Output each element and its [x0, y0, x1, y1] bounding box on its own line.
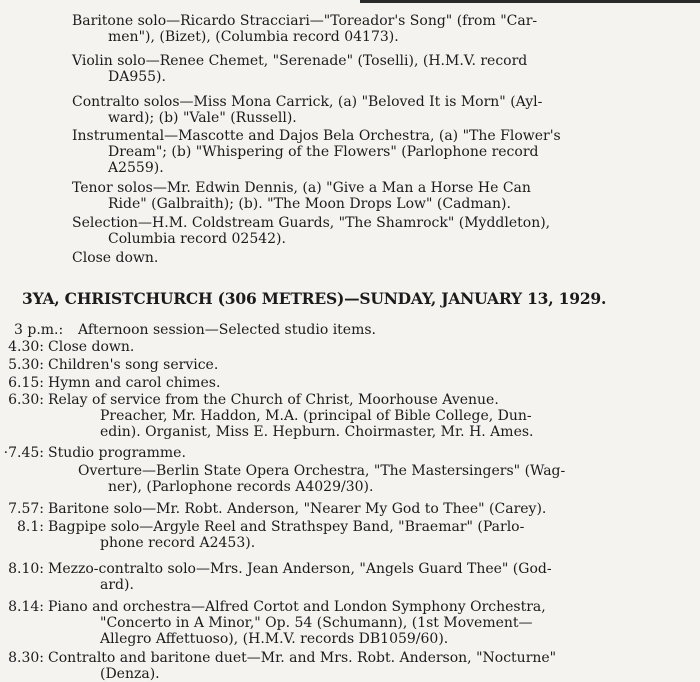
- station-heading: 3YA, CHRISTCHURCH (306 METRES)—SUNDAY, JANUARY 13, 1929.: [22, 289, 607, 308]
- schedule-line: (Denza).: [100, 666, 160, 682]
- schedule-text: [48, 357, 690, 373]
- schedule-line: ner), (Parlophone records A4029/30).: [108, 479, 374, 495]
- schedule-line: Allegro Affettuoso), (H.M.V. records DB1059/60).: [100, 631, 449, 647]
- entry-line: Ride" (Galbraith); (b). "The Moon Drops Low" (Cadman).: [108, 196, 511, 212]
- entry-line: Dream"; (b) "Whispering of the Flowers" (Parlophone record: [108, 144, 539, 160]
- schedule-line: Baritone solo—Mr. Robt. Anderson, "Nearer My God to Thee" (Carey).: [48, 501, 547, 517]
- entry-line: Instrumental—Mascotte and Dajos Bela Orchestra, (a) "The Flower's: [72, 128, 561, 144]
- entry-line: DA955).: [108, 69, 166, 85]
- schedule-text: [48, 375, 690, 391]
- schedule-line: ard).: [100, 577, 134, 593]
- schedule-line: Bagpipe solo—Argyle Reel and Strathspey Band, "Braemar" (Parlo-: [48, 519, 525, 535]
- programme-entry-violin: [72, 53, 692, 85]
- schedule-line: Hymn and carol chimes.: [48, 375, 221, 391]
- entry-line: Violin solo—Renee Chemet, "Serenade" (Toselli), (H.M.V. record: [72, 53, 528, 69]
- schedule-line: Piano and orchestra—Alfred Cortot and London Symphony Orchestra,: [48, 599, 546, 615]
- schedule-text: [48, 445, 690, 461]
- schedule-text: [48, 519, 690, 551]
- schedule-time: 8.1:: [17, 519, 44, 535]
- schedule-text: [48, 650, 690, 682]
- entry-line: men"), (Bizet), (Columbia record 04173).: [108, 29, 399, 45]
- schedule-line: Afternoon session—Selected studio items.: [78, 322, 376, 338]
- programme-entry-contralto: [72, 94, 692, 126]
- schedule-text: [78, 463, 690, 495]
- schedule-time: 5.30:: [8, 357, 44, 373]
- entry-line: A2559).: [108, 160, 164, 176]
- schedule-line: edin). Organist, Miss E. Hepburn. Choirmaster, Mr. H. Ames.: [100, 424, 534, 440]
- entry-line: Tenor solos—Mr. Edwin Dennis, (a) "Give a Man a Horse He Can: [72, 180, 531, 196]
- schedule-time: 8.30:: [8, 650, 44, 666]
- schedule-line: "Concerto in A Minor," Op. 54 (Schumann), (1st Movement—: [100, 615, 533, 631]
- schedule-line: Contralto and baritone duet—Mr. and Mrs. Robt. Anderson, "Nocturne": [48, 650, 557, 666]
- schedule-time: 6.30:: [8, 392, 44, 408]
- schedule-text: [48, 561, 690, 593]
- programme-entry-instrumental: [72, 128, 692, 176]
- schedule-time: 3 p.m.:: [14, 322, 64, 338]
- entry-line: Columbia record 02542).: [108, 231, 286, 247]
- entry-line: Contralto solos—Miss Mona Carrick, (a) "Beloved It is Morn" (Ayl-: [72, 94, 543, 110]
- schedule-line: Preacher, Mr. Haddon, M.A. (principal of Bible College, Dun-: [100, 408, 532, 424]
- entry-line: Baritone solo—Ricardo Stracciari—"Toreador's Song" (from "Car-: [72, 13, 538, 29]
- schedule-line: Studio programme.: [48, 445, 186, 461]
- schedule-text: [48, 339, 690, 355]
- schedule-time: 6.15:: [8, 375, 44, 391]
- close-down-text: Close down.: [72, 250, 159, 266]
- schedule-text: [78, 322, 690, 338]
- programme-entry-selection: [72, 215, 692, 247]
- top-rule: [360, 0, 700, 3]
- schedule-time: 8.10:: [8, 561, 44, 577]
- schedule-time: 8.14:: [8, 599, 44, 615]
- schedule-text: [48, 501, 690, 517]
- schedule-line: Close down.: [48, 339, 135, 355]
- entry-line: ward); (b) "Vale" (Russell).: [108, 110, 297, 126]
- schedule-text: [48, 392, 690, 440]
- programme-entry-baritone: [72, 13, 692, 45]
- schedule-line: Mezzo-contralto solo—Mrs. Jean Anderson, "Angels Guard Thee" (God-: [48, 561, 552, 577]
- schedule-time: 7.57:: [8, 501, 44, 517]
- schedule-text: [48, 599, 690, 647]
- schedule-time: 4.30:: [8, 339, 44, 355]
- schedule-line: Relay of service from the Church of Christ, Moorhouse Avenue.: [48, 392, 499, 408]
- schedule-line: Overture—Berlin State Opera Orchestra, "The Mastersingers" (Wag-: [78, 463, 566, 479]
- schedule-time: ·7.45:: [3, 445, 44, 461]
- entry-line: Selection—H.M. Coldstream Guards, "The Shamrock" (Myddleton),: [72, 215, 551, 231]
- schedule-line: phone record A2453).: [100, 535, 256, 551]
- programme-entry-tenor: [72, 180, 692, 212]
- schedule-line: Children's song service.: [48, 357, 219, 373]
